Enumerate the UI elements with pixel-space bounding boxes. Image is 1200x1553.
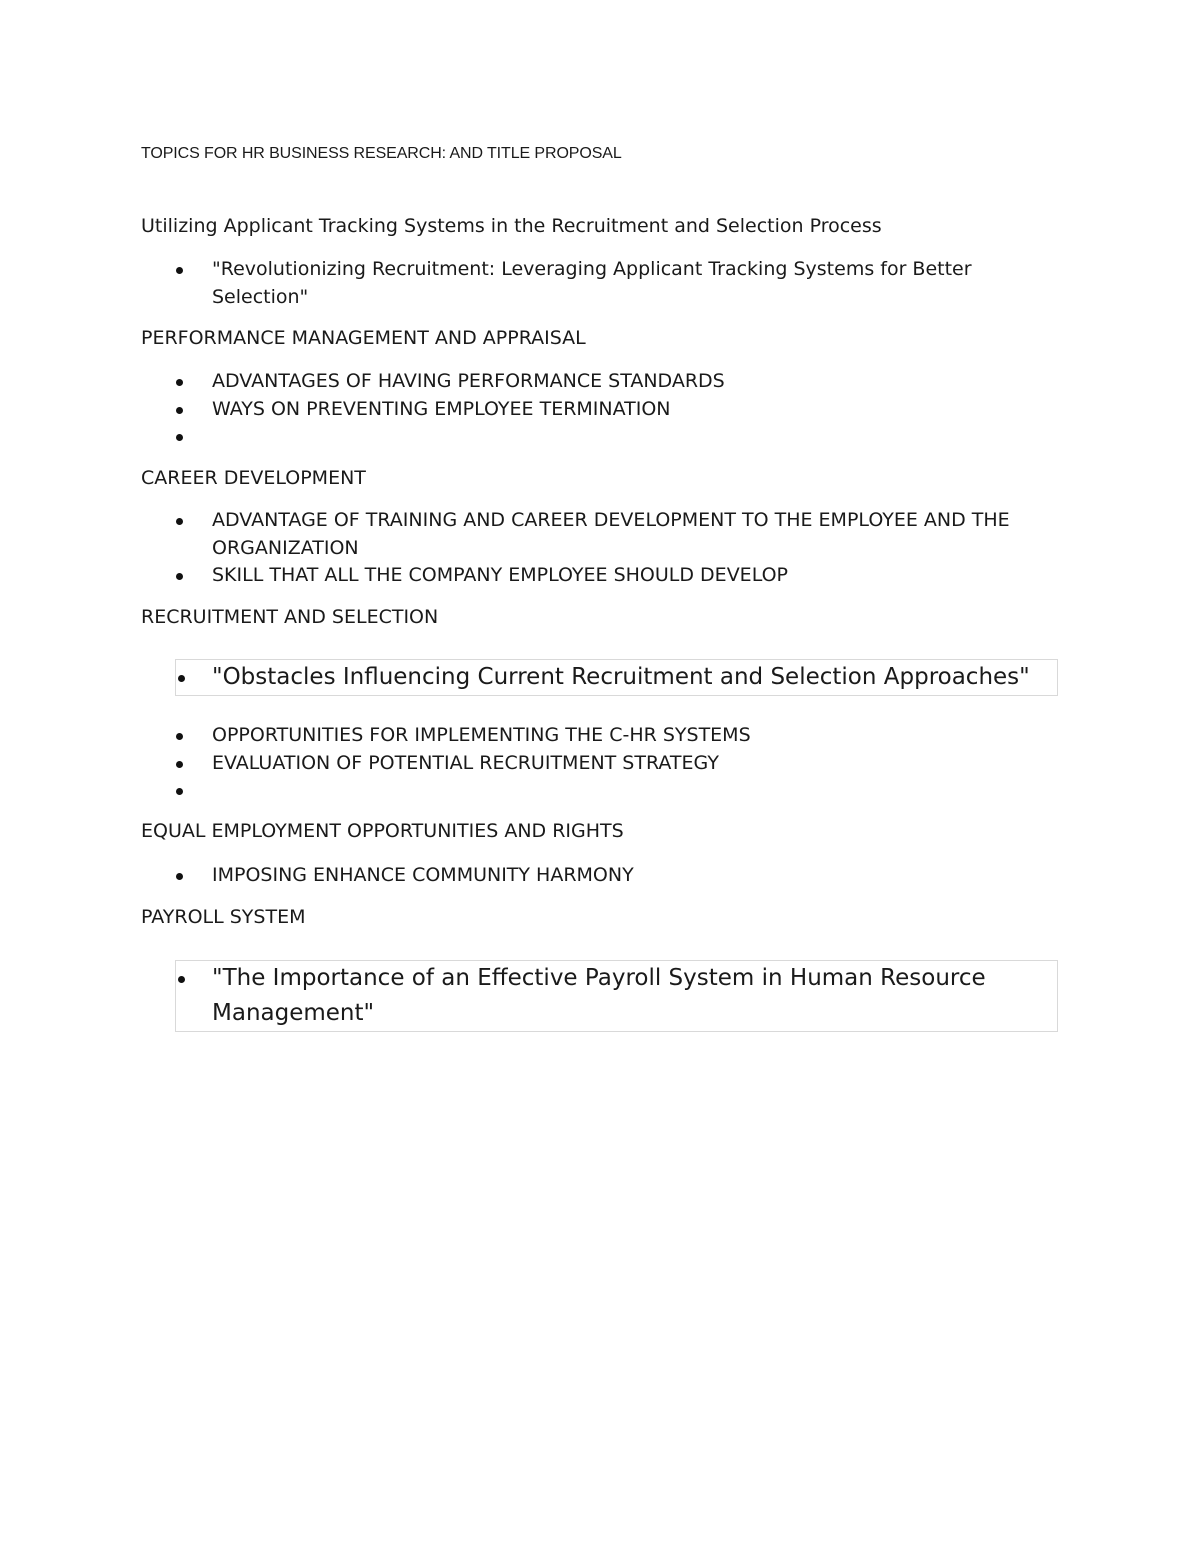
bullet-icon [176, 573, 183, 580]
list-item [141, 396, 1061, 424]
career-list [141, 507, 1061, 590]
list-item [176, 961, 1057, 1031]
list-item [141, 562, 1061, 590]
section-heading-payroll: PAYROLL SYSTEM [141, 906, 306, 928]
bullet-icon [176, 407, 183, 414]
bullet-icon [178, 976, 185, 983]
highlighted-topic-box [175, 659, 1058, 696]
list-item-text: IMPOSING ENHANCE COMMUNITY HARMONY [212, 864, 634, 886]
intro-list [141, 256, 1061, 311]
list-item [141, 368, 1061, 396]
section-heading-recruitment: RECRUITMENT AND SELECTION [141, 606, 439, 628]
list-item [141, 862, 1061, 890]
list-item [141, 507, 1061, 562]
list-item-empty [141, 777, 1061, 805]
list-item-text: "Obstacles Influencing Current Recruitment and Selection Approaches" [212, 664, 1030, 690]
bullet-icon [176, 267, 183, 274]
list-item-text: SKILL THAT ALL THE COMPANY EMPLOYEE SHOULD DEVELOP [212, 564, 789, 586]
list-item [141, 256, 1061, 311]
section-heading-performance: PERFORMANCE MANAGEMENT AND APPRAISAL [141, 327, 586, 349]
document-title: TOPICS FOR HR BUSINESS RESEARCH: AND TITLE PROPOSAL [141, 145, 622, 162]
bullet-icon [176, 733, 183, 740]
list-item-text: ADVANTAGE OF TRAINING AND CAREER DEVELOPMENT TO THE EMPLOYEE AND THE ORGANIZATION [212, 509, 1010, 559]
list-item [176, 660, 1057, 695]
list-item-text: "The Importance of an Effective Payroll System in Human Resource Management" [212, 965, 986, 1026]
list-item-empty [141, 423, 1061, 451]
bullet-icon [178, 675, 185, 682]
bullet-icon [176, 788, 183, 795]
intro-heading: Utilizing Applicant Tracking Systems in the Recruitment and Selection Process [141, 215, 882, 237]
list-item-text: "Revolutionizing Recruitment: Leveraging Applicant Tracking Systems for Better Selection" [212, 258, 972, 308]
section-heading-equal-employment: EQUAL EMPLOYMENT OPPORTUNITIES AND RIGHTS [141, 820, 624, 842]
list-item-text: WAYS ON PREVENTING EMPLOYEE TERMINATION [212, 397, 671, 420]
list-item-text: ADVANTAGES OF HAVING PERFORMANCE STANDARDS [212, 370, 725, 392]
performance-list [141, 368, 1061, 451]
section-heading-career: CAREER DEVELOPMENT [141, 467, 366, 489]
bullet-icon [176, 434, 183, 441]
equal-employment-list [141, 862, 1061, 890]
bullet-icon [176, 761, 183, 768]
bullet-icon [176, 379, 183, 386]
list-item-text: OPPORTUNITIES FOR IMPLEMENTING THE C-HR SYSTEMS [212, 724, 751, 746]
list-item-text: EVALUATION OF POTENTIAL RECRUITMENT STRATEGY [212, 751, 719, 774]
list-item [141, 722, 1061, 750]
list-item [141, 750, 1061, 778]
bullet-icon [176, 518, 183, 525]
highlighted-topic-box [175, 960, 1058, 1032]
bullet-icon [176, 873, 183, 880]
recruitment-list [141, 722, 1061, 805]
